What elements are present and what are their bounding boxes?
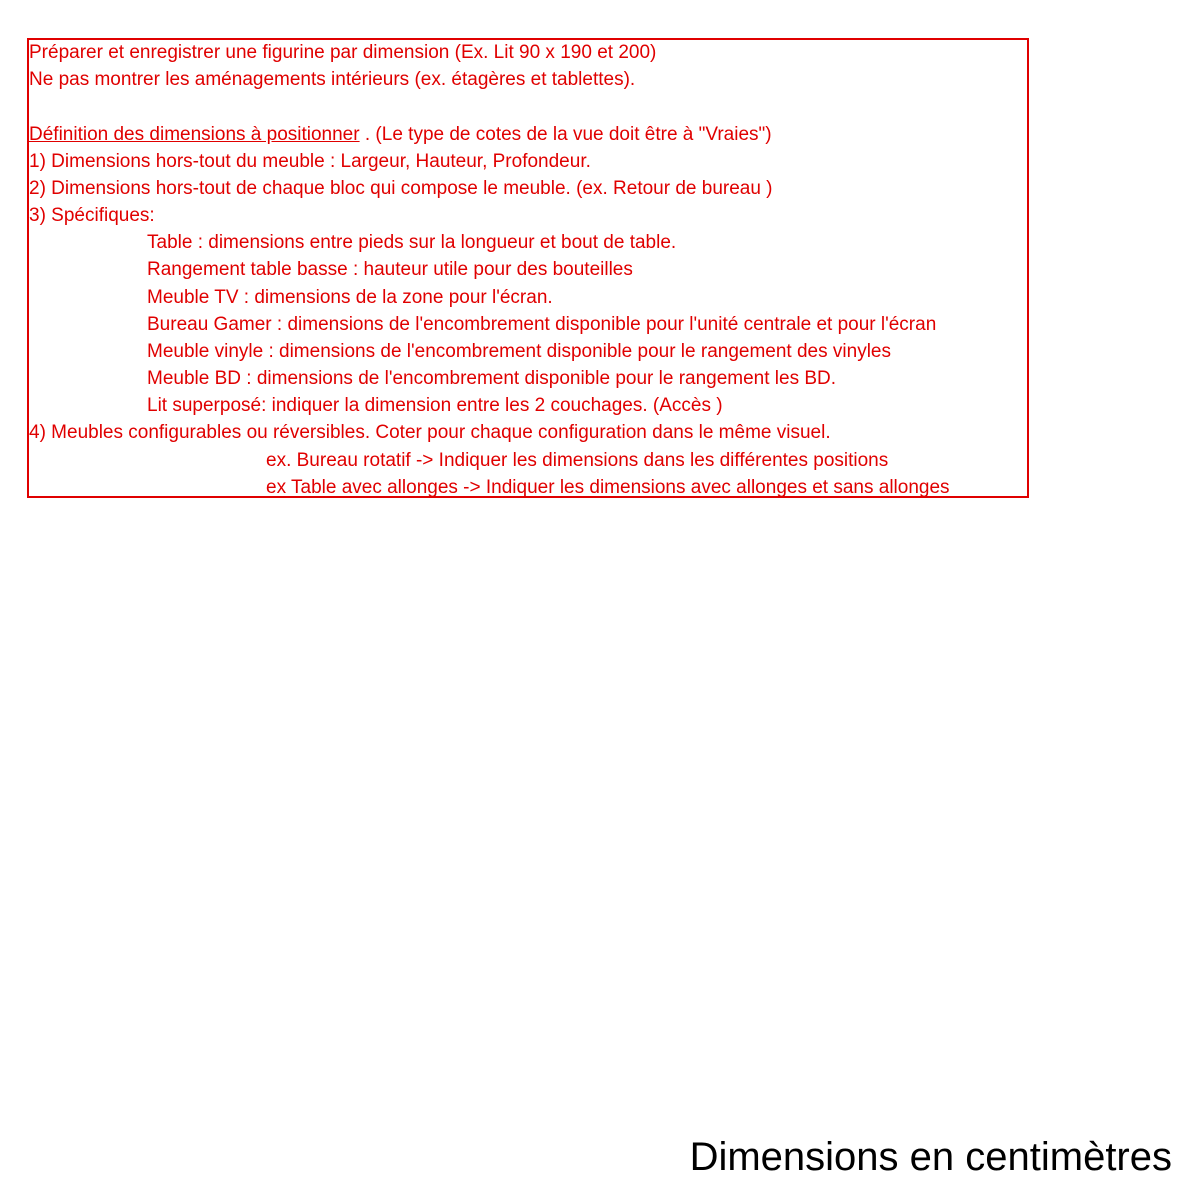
definition-note: . (Le type de cotes de la vue doit être à "Vraies")	[359, 124, 772, 145]
item-4: 4) Meubles configurables ou réversibles. Coter pour chaque configuration dans le même visuel.	[29, 422, 831, 443]
definition-line	[29, 124, 772, 146]
instruction-line-1: Préparer et enregistrer une figurine par dimension (Ex. Lit 90 x 190 et 200)	[29, 42, 657, 63]
specific-table: Table : dimensions entre pieds sur la longueur et bout de table.	[147, 232, 677, 253]
instruction-line-2: Ne pas montrer les aménagements intérieurs (ex. étagères et tablettes).	[29, 69, 636, 90]
specific-bd-unit: Meuble BD : dimensions de l'encombrement disponible pour le rangement les BD.	[147, 368, 837, 389]
specific-vinyl-unit: Meuble vinyle : dimensions de l'encombrement disponible pour le rangement des vinyles	[147, 341, 891, 362]
units-caption: Dimensions en centimètres	[689, 1135, 1172, 1179]
specific-low-table: Rangement table basse : hauteur utile pour des bouteilles	[147, 259, 633, 280]
instructions-box	[27, 38, 1029, 498]
example-rotating-desk: ex. Bureau rotatif -> Indiquer les dimensions dans les différentes positions	[266, 450, 889, 471]
specific-gamer-desk: Bureau Gamer : dimensions de l'encombrement disponible pour l'unité centrale et pour l'écran	[147, 314, 937, 335]
item-1: 1) Dimensions hors-tout du meuble : Largeur, Hauteur, Profondeur.	[29, 151, 591, 172]
definition-heading: Définition des dimensions à positionner	[29, 124, 360, 145]
item-3: 3) Spécifiques:	[29, 205, 155, 226]
specific-bunk-bed: Lit superposé: indiquer la dimension entre les 2 couchages. (Accès )	[147, 395, 723, 416]
item-2: 2) Dimensions hors-tout de chaque bloc qui compose le meuble. (ex. Retour de bureau )	[29, 178, 773, 199]
specific-tv-unit: Meuble TV : dimensions de la zone pour l'écran.	[147, 287, 553, 308]
example-extending-table: ex Table avec allonges -> Indiquer les dimensions avec allonges et sans allonges	[266, 477, 950, 498]
